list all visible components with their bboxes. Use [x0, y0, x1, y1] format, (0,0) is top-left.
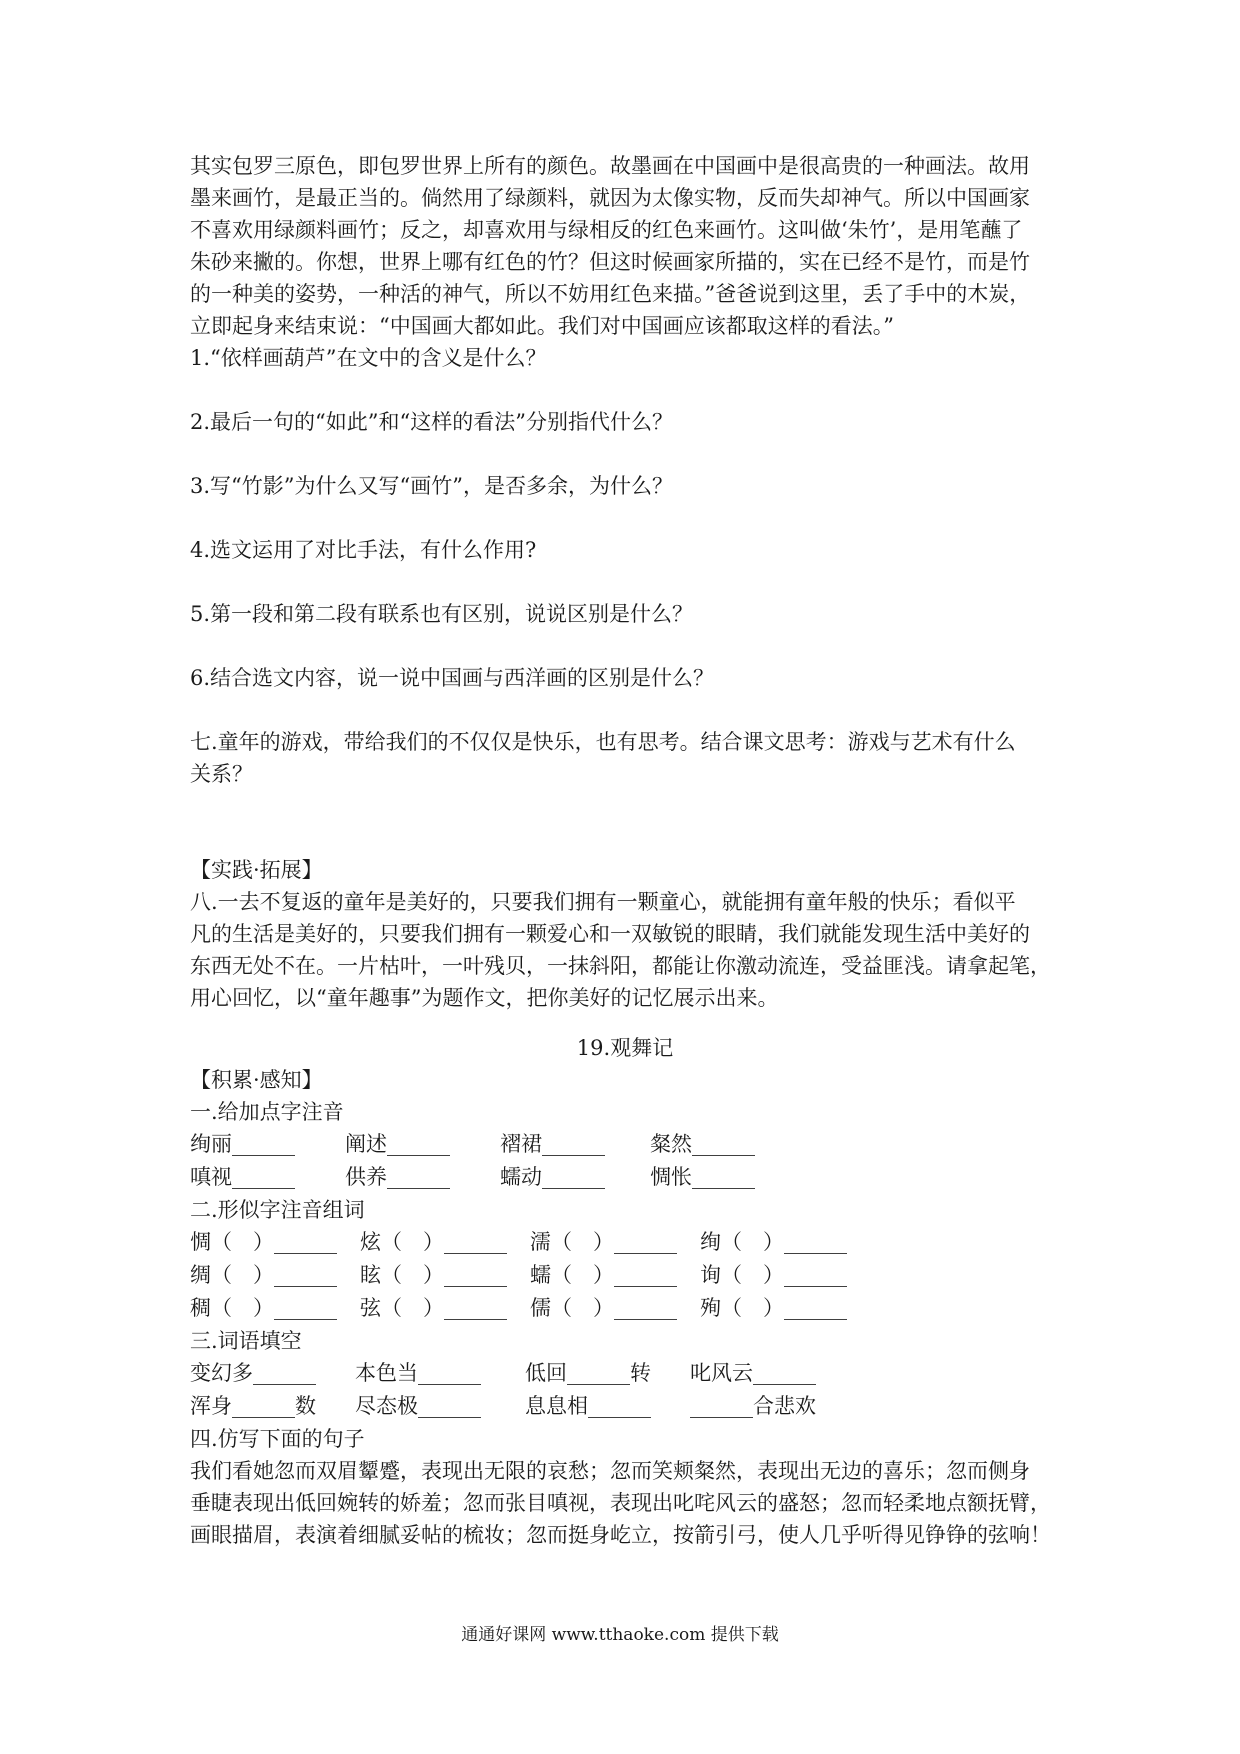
page-footer: 通通好课网 www.tthaoke.com 提供下载: [461, 1625, 779, 1645]
similar-char-item: 炫（ ）______: [360, 1230, 507, 1254]
question-3: 3.写“竹影”为什么又写“画竹”，是否多余，为什么？: [190, 474, 673, 498]
question-7: [190, 726, 1060, 790]
similar-char-item: 惆（ ）______: [190, 1230, 337, 1254]
passage-line: 墨来画竹，是最正当的。倘然用了绿颜料，就因为太像实物，反而失却神气。所以中国画家: [190, 186, 1030, 210]
similar-char-row: [190, 1226, 1060, 1259]
pinyin-item: 惆怅______: [650, 1165, 755, 1189]
practice-heading: 【实践·拓展】: [190, 858, 323, 882]
answer-space: [190, 502, 1060, 534]
idiom-item: 变幻多______: [190, 1361, 316, 1385]
idiom-item: 浑身______数: [190, 1394, 316, 1418]
answer-space: [190, 694, 1060, 726]
practice-line: 八.一去不复返的童年是美好的，只要我们拥有一颗童心，就能拥有童年般的快乐；看似平: [190, 890, 1016, 914]
pinyin-item: 供养______: [345, 1165, 450, 1189]
idiom-item: 叱风云______: [690, 1361, 816, 1385]
passage-line: 其实包罗三原色，即包罗世界上所有的颜色。故墨画在中国画中是很高贵的一种画法。故用: [190, 154, 1030, 178]
practice-line: 东西无处不在。一片枯叶，一叶残贝，一抹斜阳，都能让你激动流连，受益匪浅。请拿起笔，: [190, 954, 1051, 978]
pinyin-item: 蠕动______: [500, 1165, 605, 1189]
similar-char-item: 儒（ ）______: [530, 1296, 677, 1320]
practice-line: 用心回忆，以“童年趣事”为题作文，把你美好的记忆展示出来。: [190, 986, 779, 1010]
passage-line: 立即起身来结束说：“中国画大都如此。我们对中国画应该都取这样的看法。”: [190, 314, 894, 338]
pinyin-item: 绚丽______: [190, 1132, 295, 1156]
pinyin-item: 嗔视______: [190, 1165, 295, 1189]
pinyin-item: 阐述______: [345, 1132, 450, 1156]
question-4: 4.选文运用了对比手法，有什么作用?: [190, 538, 537, 562]
practice-section: [190, 854, 1060, 1014]
question-6: 6.结合选文内容，说一说中国画与西洋画的区别是什么？: [190, 666, 715, 690]
similar-char-item: 殉（ ）______: [700, 1296, 847, 1320]
section-3-title: 三.词语填空: [190, 1329, 302, 1353]
similar-char-item: 弦（ ）______: [360, 1296, 507, 1320]
answer-space: [190, 374, 1060, 406]
lesson-heading: 【积累·感知】: [190, 1068, 323, 1092]
similar-char-row: [190, 1292, 1060, 1325]
similar-char-item: 濡（ ）______: [530, 1230, 677, 1254]
practice-line: 凡的生活是美好的，只要我们拥有一颗爱心和一双敏锐的眼睛，我们就能发现生活中美好的: [190, 922, 1030, 946]
lesson-title: 19.观舞记: [576, 1036, 674, 1060]
idiom-item: 尽态极______: [355, 1394, 481, 1418]
idiom-item: 本色当______: [355, 1361, 481, 1385]
question-7-line: 关系？: [190, 762, 253, 786]
idiom-item: 低回______转: [525, 1361, 651, 1385]
similar-char-item: 绚（ ）______: [700, 1230, 847, 1254]
question-7-line: 七.童年的游戏，带给我们的不仅仅是快乐，也有思考。结合课文思考：游戏与艺术有什么: [190, 730, 1016, 754]
similar-char-item: 询（ ）______: [700, 1263, 847, 1287]
imitation-line: 我们看她忽而双眉颦蹙，表现出无限的哀愁；忽而笑颊粲然，表现出无边的喜乐；忽而侧身: [190, 1459, 1030, 1483]
pinyin-item: 粲然______: [650, 1132, 755, 1156]
pinyin-item: 褶裙______: [500, 1132, 605, 1156]
idiom-item: ______合悲欢: [690, 1394, 816, 1418]
similar-char-row: [190, 1259, 1060, 1292]
similar-char-item: 稠（ ）______: [190, 1296, 337, 1320]
question-5: 5.第一段和第二段有联系也有区别，说说区别是什么？: [190, 602, 694, 626]
section-2-title: 二.形似字注音组词: [190, 1198, 365, 1222]
spacer: [190, 1014, 1060, 1032]
similar-char-item: 蠕（ ）______: [530, 1263, 677, 1287]
answer-space: [190, 438, 1060, 470]
section-4-title: 四.仿写下面的句子: [190, 1427, 365, 1451]
question-1: 1.“依样画葫芦”在文中的含义是什么？: [190, 346, 547, 370]
question-2: 2.最后一句的“如此”和“这样的看法”分别指代什么？: [190, 410, 673, 434]
idiom-item: 息息相______: [525, 1394, 651, 1418]
answer-space: [190, 566, 1060, 598]
idiom-row: [190, 1357, 1060, 1390]
imitation-line: 画眼描眉，表演着细腻妥帖的梳妆；忽而挺身屹立，按箭引弓，使人几乎听得见铮铮的弦响！: [190, 1523, 1051, 1547]
pinyin-row: [190, 1161, 1060, 1194]
idiom-row: [190, 1390, 1060, 1423]
passage-line: 不喜欢用绿颜料画竹；反之，却喜欢用与绿相反的红色来画竹。这叫做‘朱竹’，是用笔蘸了: [190, 218, 1023, 242]
answer-space: [190, 790, 1060, 854]
similar-char-item: 眩（ ）______: [360, 1263, 507, 1287]
similar-char-item: 绸（ ）______: [190, 1263, 337, 1287]
answer-space: [190, 630, 1060, 662]
pinyin-row: [190, 1128, 1060, 1161]
passage: [190, 150, 1060, 342]
section-1-title: 一.给加点字注音: [190, 1100, 344, 1124]
passage-line: 的一种美的姿势，一种活的神气，所以不妨用红色来描。”爸爸说到这里，丢了手中的木炭，: [190, 282, 1031, 306]
passage-line: 朱砂来撇的。你想，世界上哪有红色的竹？但这时候画家所描的，实在已经不是竹，而是竹: [190, 250, 1030, 274]
document-page: [190, 150, 1060, 1551]
imitation-line: 垂睫表现出低回婉转的娇羞；忽而张目嗔视，表现出叱咤风云的盛怒；忽而轻柔地点额抚臂，: [190, 1491, 1051, 1515]
